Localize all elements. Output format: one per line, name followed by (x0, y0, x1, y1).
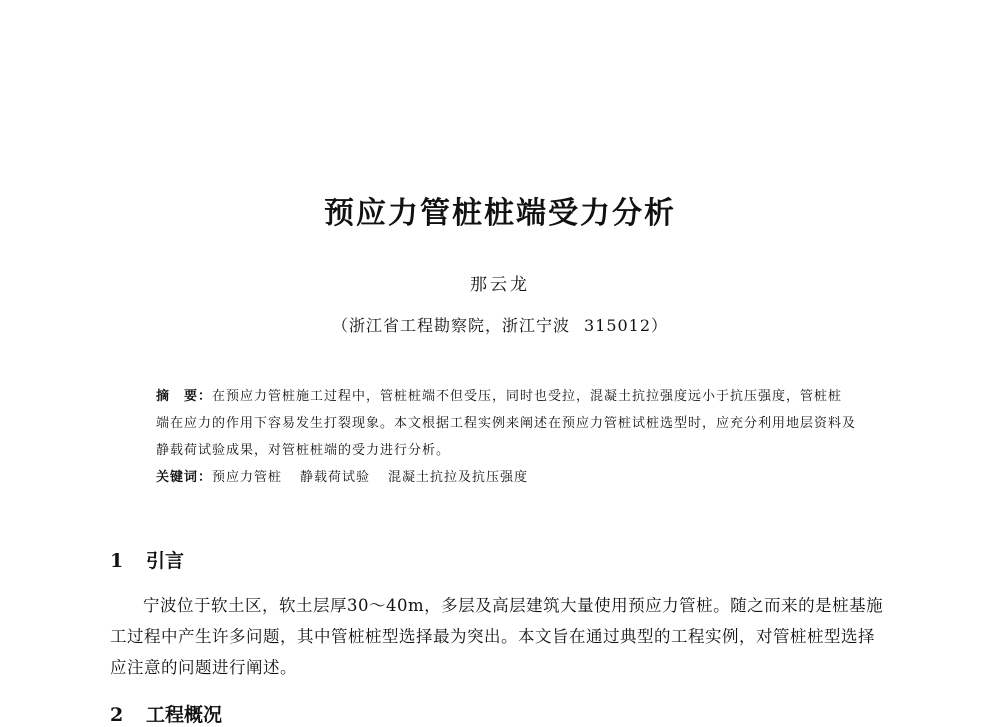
section-number: 2 (110, 704, 124, 726)
keyword-term: 预应力管桩 (212, 470, 283, 485)
affiliation-text: （浙江省工程勘察院，浙江宁波 (331, 316, 570, 335)
section-heading (110, 700, 222, 727)
abstract-block (156, 383, 856, 491)
author-affiliation (0, 313, 1000, 336)
author-name: 那云龙 (470, 275, 530, 295)
keyword-term: 静载荷试验 (300, 470, 371, 485)
abstract-label: 摘 要： (156, 389, 213, 404)
section-paragraph: 宁波位于软土区，软土层厚30～40m，多层及高层建筑大量使用预应力管桩。随之而来的是桩基施工过程中产生许多问题，其中管桩桩型选择最为突出。本文旨在通过典型的工程实例，对管桩桩型选择应注意的问题进行阐述。 (110, 596, 884, 677)
section-heading (110, 546, 184, 573)
keywords-label: 关键词： (156, 470, 213, 485)
section-title: 工程概况 (146, 704, 223, 726)
abstract-text: 在预应力管桩施工过程中，管桩桩端不但受压，同时也受拉，混凝土抗拉强度远小于抗压强度，管桩桩端在应力的作用下容易发生打裂现象。本文根据工程实例来阐述在预应力管桩试桩选型时，应充分利用地层资料及静载荷试验成果，对管桩桩端的受力进行分析。 (156, 389, 857, 458)
abstract-paragraph (156, 383, 856, 464)
paper-title: 预应力管桩桩端受力分析 (324, 196, 676, 231)
keywords-line (156, 464, 856, 491)
affiliation-postcode: 315012） (583, 316, 669, 335)
section-title: 引言 (146, 550, 185, 572)
section-number: 1 (110, 550, 124, 572)
keyword-term: 混凝土抗拉及抗压强度 (388, 470, 529, 485)
